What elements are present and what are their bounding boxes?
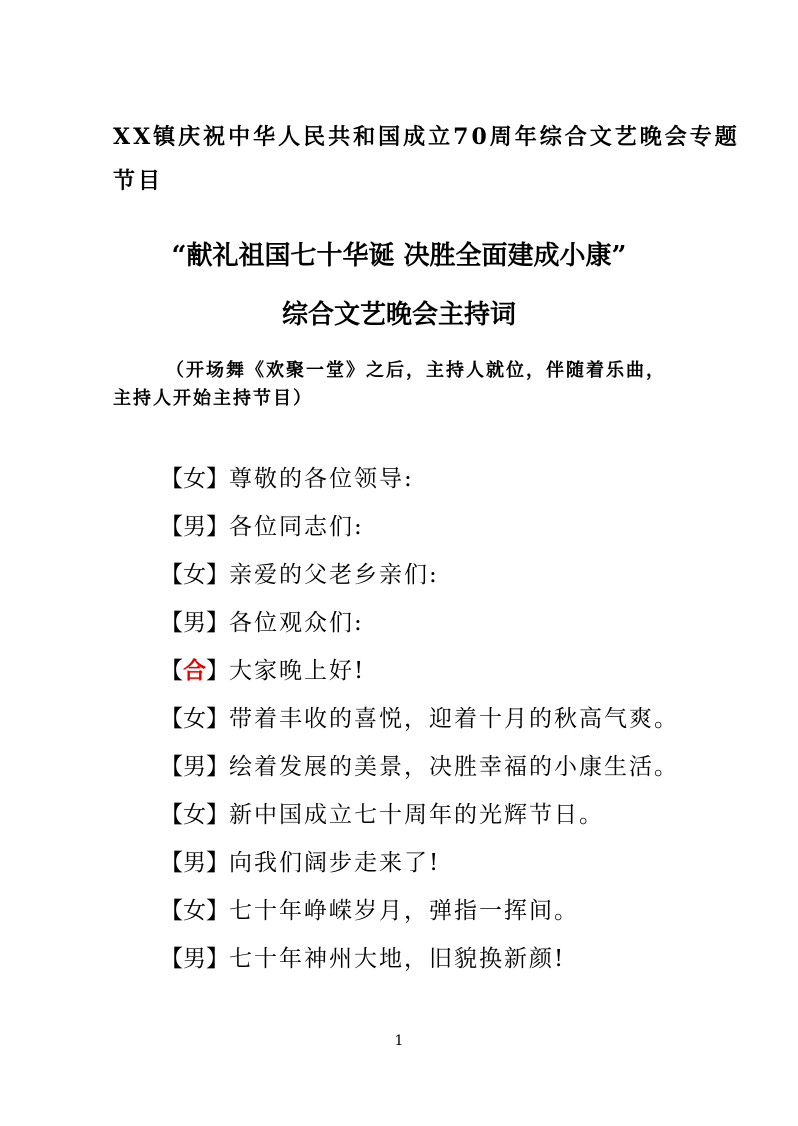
dialogue-text: 各位观众们: <box>229 610 364 636</box>
speaker-tag <box>160 802 229 828</box>
dialogue-text: 七十年峥嵘岁月，弹指一挥间。 <box>229 898 579 924</box>
speaker-name: 女 <box>183 898 206 924</box>
dialogue-line <box>160 559 439 591</box>
page-number: 1 <box>394 1033 404 1049</box>
speaker-tag <box>160 946 229 972</box>
bracket-close: 】 <box>206 898 229 924</box>
dialogue-text: 向我们阔步走来了! <box>229 850 441 876</box>
bracket-close: 】 <box>206 562 229 588</box>
dialogue-line <box>160 847 440 879</box>
bracket-open: 【 <box>160 562 183 588</box>
dialogue-text: 亲爱的父老乡亲们: <box>229 562 439 588</box>
dialogue-line <box>160 655 365 687</box>
bracket-close: 】 <box>206 610 229 636</box>
dialogue-text: 新中国成立七十周年的光辉节日。 <box>229 802 604 828</box>
bracket-open: 【 <box>160 898 183 924</box>
dialogue-line <box>160 943 565 975</box>
speaker-tag <box>160 754 229 780</box>
dialogue-text: 绘着发展的美景，决胜幸福的小康生活。 <box>229 754 679 780</box>
bracket-close: 】 <box>206 514 229 540</box>
bracket-open: 【 <box>160 466 183 492</box>
speaker-name: 女 <box>183 706 206 732</box>
dialogue-line <box>160 751 679 783</box>
dialogue-line <box>160 703 679 735</box>
speaker-name-highlighted: 合 <box>183 657 206 684</box>
bracket-close: 】 <box>206 802 229 828</box>
speaker-tag <box>160 706 229 732</box>
bracket-close: 】 <box>206 466 229 492</box>
bracket-open: 【 <box>160 658 183 684</box>
document-heading-line-2: 节目 <box>113 168 164 194</box>
dialogue-line <box>160 607 364 639</box>
stage-direction-line-2: 主持人开始主持节目） <box>113 388 313 409</box>
speaker-tag <box>160 898 229 924</box>
bracket-close: 】 <box>206 706 229 732</box>
bracket-open: 【 <box>160 610 183 636</box>
bracket-close: 】 <box>206 754 229 780</box>
bracket-open: 【 <box>160 706 183 732</box>
speaker-name: 女 <box>183 802 206 828</box>
bracket-open: 【 <box>160 514 183 540</box>
dialogue-text: 带着丰收的喜悦，迎着十月的秋高气爽。 <box>229 706 679 732</box>
dialogue-text: 尊敬的各位领导: <box>229 466 414 492</box>
bracket-open: 【 <box>160 850 183 876</box>
bracket-open: 【 <box>160 802 183 828</box>
speaker-tag <box>160 514 229 540</box>
dialogue-text: 七十年神州大地，旧貌换新颜! <box>229 946 566 972</box>
bracket-open: 【 <box>160 754 183 780</box>
speaker-name: 男 <box>183 850 206 876</box>
speaker-name: 女 <box>183 562 206 588</box>
document-title-line-1: “献礼祖国七十华诞 决胜全面建成小康” <box>171 241 627 271</box>
dialogue-line <box>160 895 579 927</box>
stage-direction-line-1: （开场舞《欢聚一堂》之后，主持人就位，伴随着乐曲， <box>166 360 666 381</box>
bracket-open: 【 <box>160 946 183 972</box>
dialogue-line <box>160 463 414 495</box>
speaker-name: 男 <box>183 946 206 972</box>
speaker-tag <box>160 658 229 684</box>
document-title-line-2: 综合文艺晚会主持词 <box>281 300 516 330</box>
speaker-tag <box>160 562 229 588</box>
speaker-tag <box>160 850 229 876</box>
speaker-name: 男 <box>183 514 206 540</box>
speaker-name: 女 <box>183 466 206 492</box>
bracket-close: 】 <box>206 946 229 972</box>
document-heading-line-1: XX镇庆祝中华人民共和国成立70周年综合文艺晚会专题 <box>113 124 740 150</box>
speaker-tag <box>160 466 229 492</box>
speaker-name: 男 <box>183 610 206 636</box>
dialogue-line <box>160 799 604 831</box>
bracket-close: 】 <box>206 850 229 876</box>
speaker-name: 男 <box>183 754 206 780</box>
dialogue-line <box>160 511 364 543</box>
bracket-close: 】 <box>206 658 229 684</box>
speaker-tag <box>160 610 229 636</box>
dialogue-text: 大家晚上好! <box>229 658 366 684</box>
dialogue-text: 各位同志们: <box>229 514 364 540</box>
